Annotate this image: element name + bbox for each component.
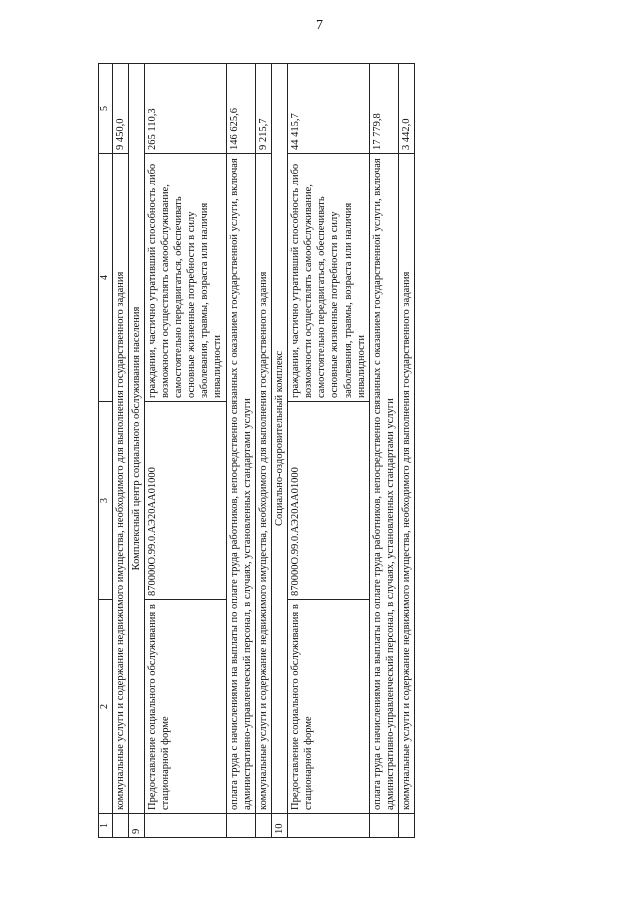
row-number-cell <box>226 814 255 838</box>
cost-item-text: оплата труда с начислениями на выплаты по оплате труда работников, непосредственно связанных с оказанием государственной услуги, включая административно-управленческий персонал, в случаях, установленных стандартами услуги <box>226 154 255 814</box>
cost-item-value: 9 215,7 <box>255 64 271 154</box>
cost-item-value: 146 625,6 <box>226 64 255 154</box>
service-row <box>288 64 370 838</box>
cost-item-text: коммунальные услуги и содержание недвижимого имущества, необходимого для выполнения государственного задания <box>399 154 415 814</box>
table-rotation-frame <box>98 64 466 838</box>
table-row <box>226 64 255 838</box>
header-row <box>99 64 113 838</box>
cost-item-value: 9 450,0 <box>112 64 128 154</box>
row-number-cell <box>255 814 271 838</box>
row-number-cell <box>399 814 415 838</box>
cost-item-text: коммунальные услуги и содержание недвижимого имущества, необходимого для выполнения государственного задания <box>112 154 128 814</box>
service-value: 44 415,7 <box>288 64 370 154</box>
recipient-category: граждании, частично утративший способность либо возможности осуществлять самообслуживание, самостоятельно передвигаться, обеспечивать основные жизненные потребности в силу заболевания, травмы, возраста или наличия инвалидности <box>144 154 226 402</box>
financing-table <box>98 63 415 838</box>
row-number-cell <box>112 814 128 838</box>
section-number: 10 <box>271 814 287 838</box>
service-name: Предоставление социального обслуживания в стационарной форме <box>288 600 370 814</box>
row-number-cell <box>144 814 226 838</box>
service-row <box>144 64 226 838</box>
cost-item-text: коммунальные услуги и содержание недвижимого имущества, необходимого для выполнения государственного задания <box>255 154 271 814</box>
section-number: 9 <box>128 814 144 838</box>
service-value: 265 110,3 <box>144 64 226 154</box>
col-header-5: 5 <box>99 64 113 154</box>
page-number: 7 <box>316 18 323 33</box>
col-header-3: 3 <box>99 402 113 600</box>
table-rotated <box>98 64 466 838</box>
table-row <box>369 64 398 838</box>
cost-item-value: 3 442,0 <box>399 64 415 154</box>
row-number-cell <box>369 814 398 838</box>
service-code: 870000О.99.0.АЭ20АА01000 <box>144 402 226 600</box>
col-header-1: 1 <box>99 814 113 838</box>
cost-item-text: оплата труда с начислениями на выплаты по оплате труда работников, непосредственно связанных с оказанием государственной услуги, включая административно-управленческий персонал, в случаях, установленных стандартами услуги <box>369 154 398 814</box>
table-row <box>112 64 128 838</box>
col-header-4: 4 <box>99 154 113 402</box>
service-code: 870000О.99.0.АЭ20АА01000 <box>288 402 370 600</box>
recipient-category: граждании, частично утративший способность либо возможности осуществлять самообслуживание, самостоятельно передвигаться, обеспечивать основные жизненные потребности в силу заболевания, травмы, возраста или наличия инвалидности <box>288 154 370 402</box>
row-number-cell <box>288 814 370 838</box>
col-header-2: 2 <box>99 600 113 814</box>
section-title: Комплексный центр социального обслуживания населения <box>128 64 144 814</box>
section-header-row <box>271 64 287 838</box>
section-header-row <box>128 64 144 838</box>
service-name: Предоставление социального обслуживания в стационарной форме <box>144 600 226 814</box>
cost-item-value: 17 779,8 <box>369 64 398 154</box>
table-row <box>399 64 415 838</box>
table-row <box>255 64 271 838</box>
section-title: Социально-оздоровительный комплекс <box>271 64 287 814</box>
